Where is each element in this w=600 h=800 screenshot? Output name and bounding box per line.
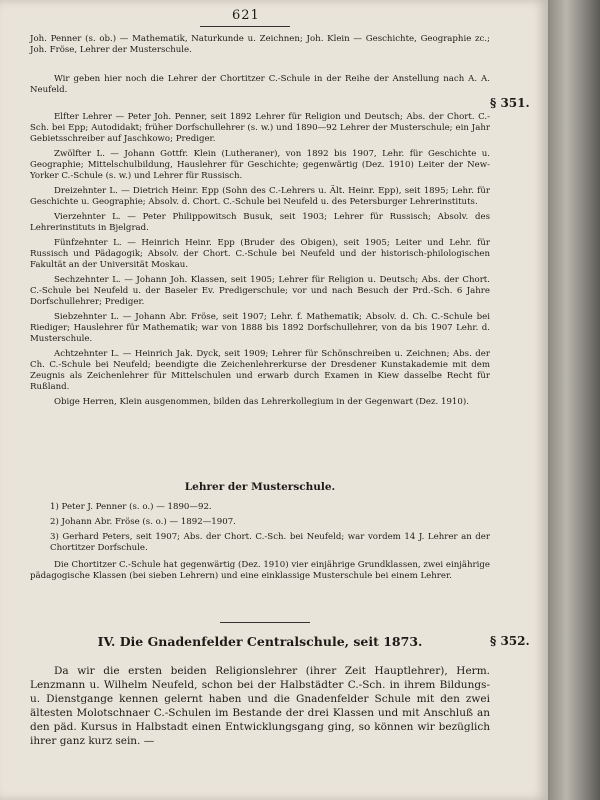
final-text [30, 664, 490, 748]
teacher-entry: Vierzehnter L. — Peter Philippowitsch Busuk, seit 1903; Lehrer für Russisch; Absolv. des Lehrerinstituts in Bjelgrad. [30, 212, 490, 233]
header-rule [200, 26, 290, 27]
section-rule [220, 622, 310, 623]
muster-entry: 1) Peter J. Penner (s. o.) — 1890—92. [50, 502, 212, 512]
section-352: § 352. [490, 634, 530, 648]
summary-paragraph: Obige Herren, Klein ausgenommen, bilden das Lehrerkollegium in der Gegenwart (Dez. 1910). [54, 397, 469, 407]
teacher-entry: Elfter Lehrer — Peter Joh. Penner, seit 1892 Lehrer für Religion und Deutsch; Abs. der Chort. C.-Sch. bei Epp; Autodidakt; früher Dorfschullehrer (s. w.) und 1890—92 Lehrer der Musterschule; ein Jahr Gebietsschreiber auf Jaschkowo; Prediger. [30, 112, 490, 144]
intro-text [30, 34, 490, 56]
teacher-entry: Siebzehnter L. — Johann Abr. Fröse, seit 1907; Lehr. f. Mathematik; Absolv. d. Ch. C.-Schule bei Riediger; Hauslehrer für Mathematik; war von 1888 bis 1892 Dorfschullehrer, von da bis 1907 Lehr. d. Musterschule. [30, 312, 490, 344]
page-number: 621 [232, 8, 260, 23]
teacher-list [30, 112, 490, 408]
intro-paragraph: Joh. Penner (s. ob.) — Mathematik, Naturkunde u. Zeichnen; Joh. Klein — Geschichte, Geographie zc.; Joh. Fröse, Lehrer der Musterschule. [30, 34, 490, 55]
teacher-entry: Sechzehnter L. — Johann Joh. Klassen, seit 1905; Lehrer für Religion u. Deutsch; Abs. der Chort. C.-Schule bei Neufeld u. der Baseler Ev. Predigerschule; vor und nach Besuch der Prd.-Sch. 6 Jahre Dorfschullehrer; Prediger. [30, 275, 490, 307]
teacher-entry: Achtzehnter L. — Heinrich Jak. Dyck, seit 1909; Lehrer für Schönschreiben u. Zeichnen; Abs. der Ch. C.-Schule bei Neufeld; beendigte die Zeichenlehrerkurse der Dresdener Kunstakademie mit dem Zeugnis als Zeichenlehrer für Mittelschulen und erwarb durch Examen in Kiew dasselbe Recht für Rußland. [30, 349, 490, 392]
teacher-entry: Dreizehnter L. — Dietrich Heinr. Epp (Sohn des C.-Lehrers u. Ält. Heinr. Epp), seit 1895; Lehr. für Geschichte u. Geographie; Absolv. d. Chort. C.-Schule bei Neufeld u. des Petersburger Lehrerinstituts. [30, 186, 490, 207]
teacher-entry: Zwölfter L. — Johann Gottfr. Klein (Lutheraner), von 1892 bis 1907, Lehr. für Geschichte u. Geographie; Mittelschulbildung, Hauslehrer für Geschichte; gegenwärtig (Dez. 1910) Leiter der New-Yorker C.-Schule (s. w.) und Lehrer für Russisch. [30, 149, 490, 181]
muster-entry: 3) Gerhard Peters, seit 1907; Abs. der Chort. C.-Sch. bei Neufeld; war vordem 14 J. Lehrer an der Chortitzer Dorfschule. [50, 532, 490, 553]
chapter-title [60, 636, 460, 650]
lead-text [30, 74, 490, 96]
muster-summary: Die Chortitzer C.-Schule hat gegenwärtig (Dez. 1910) vier einjährige Grundklassen, zwei einjährige pädagogische Klassen (bei sieben Lehrern) und eine einklassige Musterschule bei einem Lehrer. [30, 560, 490, 581]
muster-entry: 2) Johann Abr. Fröse (s. o.) — 1892—1907. [50, 517, 236, 527]
muster-heading: Lehrer der Musterschule. [184, 481, 336, 493]
lead-paragraph: Wir geben hier noch die Lehrer der Chortitzer C.-Schule in der Reihe der Anstellung nach A. A. Neufeld. [30, 74, 490, 95]
book-edge [548, 0, 600, 800]
section-351: § 351. [490, 96, 530, 110]
muster-list [30, 502, 490, 582]
final-paragraph: Da wir die ersten beiden Religionslehrer (ihrer Zeit Hauptlehrer), Herm. Lenzmann u. Wilhelm Neufeld, schon bei der Halbstädter C.-Sch. in ihrem Bildungs- u. Dienstgange kennen gelernt haben und die Gnadenfelder Schule mit den zwei ältesten Molotschnaer C.-Schulen im Bestande der drei Klassen und mit Anschluß an den päd. Kursus in Halbstadt einen Entwicklungsgang ging, so können wir bezüglich ihrer ganz kurz sein. — [30, 665, 490, 747]
teacher-entry: Fünfzehnter L. — Heinrich Heinr. Epp (Bruder des Obigen), seit 1905; Leiter und Lehr. für Russisch und Pädagogik; Absolv. der Chort. C.-Schule bei Neufeld und der historisch-philologischen Fakultät an der Universität Moskau. [30, 238, 490, 270]
chapter-title-text: IV. Die Gnadenfelder Centralschule, seit 1873. [97, 634, 423, 649]
